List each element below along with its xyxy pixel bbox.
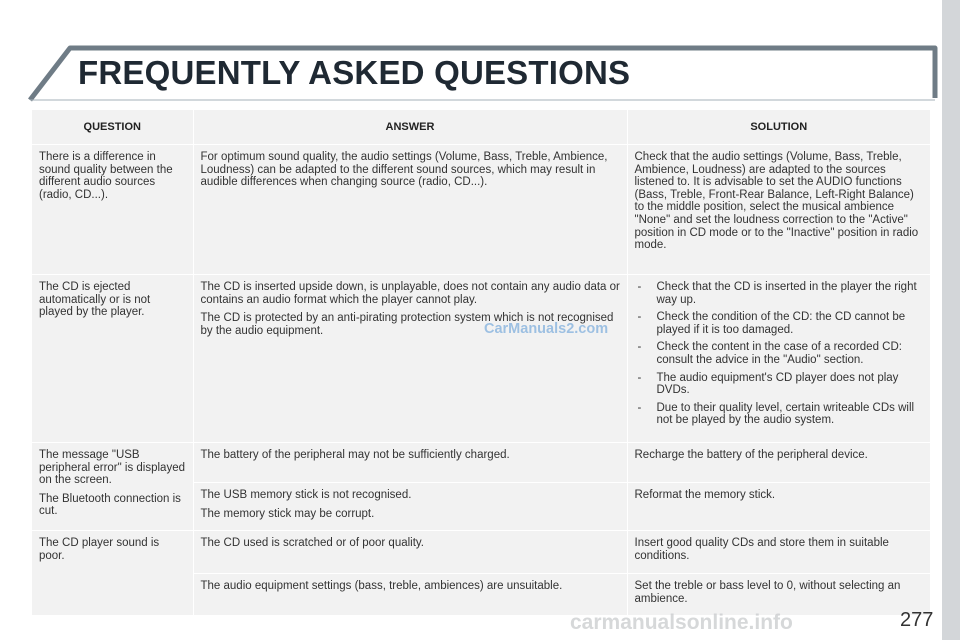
page-title: FREQUENTLY ASKED QUESTIONS — [78, 54, 631, 91]
list-item: - Check that the CD is inserted in the player the right way up. — [635, 281, 925, 306]
answer-text: The CD used is scratched or of poor quality. — [200, 537, 425, 550]
list-item: - Due to their quality level, certain writeable CDs will not be played by the audio system. — [635, 402, 925, 427]
solution-cell — [627, 442, 930, 482]
page-number: 277 — [900, 609, 934, 631]
answer-text: The CD is protected by an anti-pirating protection system which is not recognised by the audio equipment. — [200, 312, 614, 337]
answer-cell — [193, 145, 627, 275]
answer-cell — [193, 275, 627, 443]
question-cell — [32, 442, 193, 530]
list-item: - The audio equipment's CD player does not play DVDs. — [635, 372, 925, 397]
solution-cell — [627, 275, 930, 443]
answer-cell — [193, 482, 627, 530]
answer-text: The USB memory stick is not recognised. — [200, 488, 412, 501]
solution-text: Insert good quality CDs and store them in suitable conditions. — [634, 537, 889, 562]
answer-cell — [193, 531, 627, 574]
question-text: The CD player sound is poor. — [39, 537, 160, 562]
faq-table — [32, 110, 930, 615]
solution-cell — [627, 574, 930, 616]
column-header-solution: SOLUTION — [627, 110, 930, 145]
answer-text: The audio equipment settings (bass, treble, ambiences) are unsuitable. — [200, 580, 563, 593]
list-item: - Check the condition of the CD: the CD cannot be played if it is too damaged. — [635, 311, 925, 336]
answer-text: The battery of the peripheral may not be sufficiently charged. — [200, 448, 510, 461]
answer-text: The memory stick may be corrupt. — [200, 507, 375, 520]
solution-cell — [627, 482, 930, 530]
list-item: - Check the content in the case of a recorded CD: consult the advice in the "Audio" section. — [635, 341, 925, 366]
table-row — [32, 145, 930, 275]
solution-text: Recharge the battery of the peripheral device. — [634, 448, 868, 461]
answer-cell — [193, 574, 627, 616]
answer-text: For optimum sound quality, the audio settings (Volume, Bass, Treble, Ambience, Loudness) can be adapted to the different sound sources, which may result in audible differences when changing source (radio, CD...). — [200, 151, 608, 189]
question-text: The CD is ejected automatically or is not played by the player. — [39, 281, 151, 319]
solution-cell — [627, 531, 930, 574]
question-text: There is a difference in sound quality between the different audio sources (radio, CD...). — [39, 151, 173, 201]
column-header-question: QUESTION — [32, 110, 193, 145]
solution-cell — [627, 145, 930, 275]
column-header-answer: ANSWER — [193, 110, 627, 145]
solution-text: Set the treble or bass level to 0, without selecting an ambience. — [634, 580, 901, 605]
solution-text: Check that the audio settings (Volume, Bass, Treble, Ambience, Loudness) are adapted to the sources listened to. It is advisable to set the AUDIO functions (Bass, Treble, Front-Rear Balance, Left-Right Balance) to the middle position, select the musical ambience "None" and set the loudness correction to the "Active" position in CD mode or to the "Inactive" position in radio mode. — [634, 151, 919, 252]
answer-cell — [193, 442, 627, 482]
table-row — [32, 275, 930, 443]
site-watermark: CarManuals2.com — [484, 321, 609, 337]
solution-list — [635, 281, 925, 427]
question-text: The message "USB peripheral error" is displayed on the screen. — [39, 448, 185, 487]
footer-watermark: carmanualsonline.info — [570, 611, 793, 634]
table-row — [32, 531, 930, 574]
question-text: The Bluetooth connection is cut. — [39, 492, 181, 518]
table-row — [32, 442, 930, 482]
question-cell — [32, 531, 193, 616]
question-cell — [32, 145, 193, 275]
question-cell — [32, 275, 193, 443]
answer-text: The CD is inserted upside down, is unplayable, does not contain any audio data or contains an audio format which the player cannot play. — [200, 281, 620, 306]
table-header-row — [32, 110, 930, 145]
solution-text: Reformat the memory stick. — [634, 488, 776, 501]
